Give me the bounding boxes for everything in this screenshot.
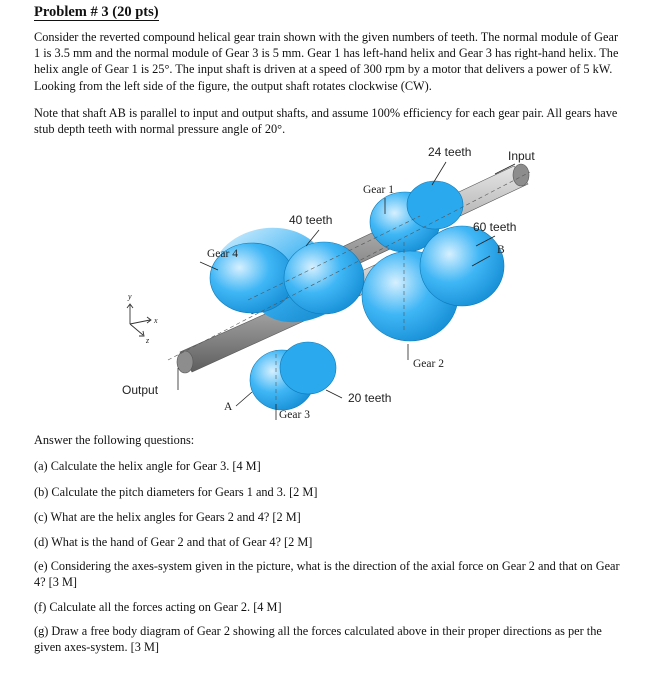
label-20-teeth: 20 teeth [348,391,392,405]
coordinate-axes [127,304,151,336]
problem-statement: Consider the reverted compound helical gear train shown with the given numbers of teeth. The normal module of Gear 1 is 3.5 mm and the normal module of Gear 3 is 5 mm. Gear 1 has left-hand helix and Gear 3 has right-hand helix. The helix angle of Gear 1 is 25°. The input shaft is driven at a speed of 300 rpm by a motor that delivers a power of 5 kW. Looking from the left side of the figure, the output shaft rotates clockwise (CW). [34,30,619,93]
label-gear-2: Gear 2 [413,358,444,370]
gear-4-body [210,228,364,322]
label-axis-y: y [128,292,132,301]
question-g: (g) Draw a free body diagram of Gear 2 showing all the forces calculated above in their proper directions as per the given axes-system. [3 M] [34,624,602,654]
label-24-teeth: 24 teeth [428,145,472,159]
question-c: (c) What are the helix angles for Gears 2 and 4? [2 M] [34,510,301,524]
question-f: (f) Calculate all the forces acting on Gear 2. [4 M] [34,600,282,614]
gear-3-body [250,342,336,410]
question-b: (b) Calculate the pitch diameters for Gears 1 and 3. [2 M] [34,485,318,499]
label-gear-3: Gear 3 [279,409,310,421]
label-output: Output [122,383,159,397]
label-axis-z: z [146,336,150,345]
label-gear-1: Gear 1 [363,184,394,196]
label-60-teeth: 60 teeth [473,220,517,234]
label-point-b: B [497,244,505,256]
label-gear-4: Gear 4 [207,248,238,260]
label-input: Input [508,149,535,163]
label-40-teeth: 40 teeth [289,213,333,227]
question-e: (e) Considering the axes-system given in the picture, what is the direction of the axial force on Gear 2 and that on Gear 4? [3 M] [34,559,620,589]
questions-intro: Answer the following questions: [34,433,195,447]
question-d: (d) What is the hand of Gear 2 and that of Gear 4? [2 M] [34,535,313,549]
question-a: (a) Calculate the helix angle for Gear 3. [4 M] [34,459,261,473]
label-axis-x: x [154,316,158,325]
problem-title: Problem # 3 (20 pts) [34,4,159,20]
label-point-a: A [224,401,233,413]
problem-note: Note that shaft AB is parallel to input and output shafts, and assume 100% efficiency for each gear pair. All gears have stub depth teeth with normal pressure angle of 20°. [34,106,618,137]
